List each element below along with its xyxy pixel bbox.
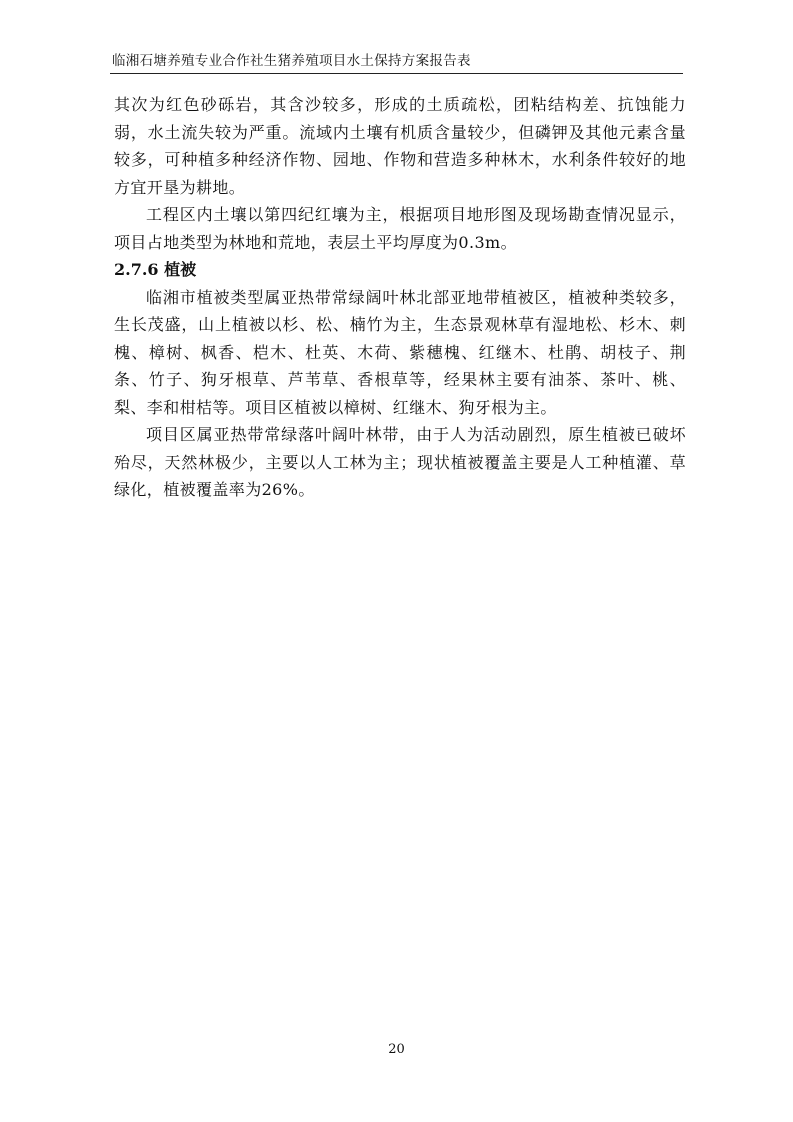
paragraph-soil-continued: 其次为红色砂砾岩，其含沙较多，形成的土质疏松，团粘结构差、抗蚀能力弱，水土流失较为严重。流域内土壤有机质含量较少，但磷钾及其他元素含量较多，可种植多种经济作物、园地、作物和营造多种林木，水利条件较好的地方宜开垦为耕地。: [114, 95, 686, 197]
page-body: [114, 91, 686, 504]
paragraph-soil-project-area: 工程区内土壤以第四纪红壤为主，根据项目地形图及现场勘查情况显示，项目占地类型为林地和荒地，表层土平均厚度为0.3m。: [114, 205, 686, 252]
header-divider: [110, 73, 683, 74]
paragraph-vegetation-project-area: 项目区属亚热带常绿落叶阔叶林带，由于人为活动剧烈，原生植被已破坏殆尽，天然林极少，主要以人工林为主；现状植被覆盖主要是人工种植灌、草绿化，植被覆盖率为26%。: [114, 425, 686, 499]
section-heading-vegetation: 2.7.6 植被: [114, 260, 197, 279]
paragraph-vegetation-regional: 临湘市植被类型属亚热带常绿阔叶林北部亚地带植被区，植被种类较多，生长茂盛，山上植被以杉、松、楠竹为主，生态景观林草有湿地松、杉木、刺槐、樟树、枫香、桤木、杜英、木荷、紫穗槐、红继木、杜鹃、胡枝子、荆条、竹子、狗牙根草、芦苇草、香根草等，经果林主要有油茶、茶叶、桃、梨、李和柑桔等。项目区植被以樟树、红继木、狗牙根为主。: [114, 287, 686, 417]
page-number: 20: [388, 1042, 405, 1057]
document-header: 临湘石塘养殖专业合作社生猪养殖项目水土保持方案报告表: [112, 53, 471, 69]
